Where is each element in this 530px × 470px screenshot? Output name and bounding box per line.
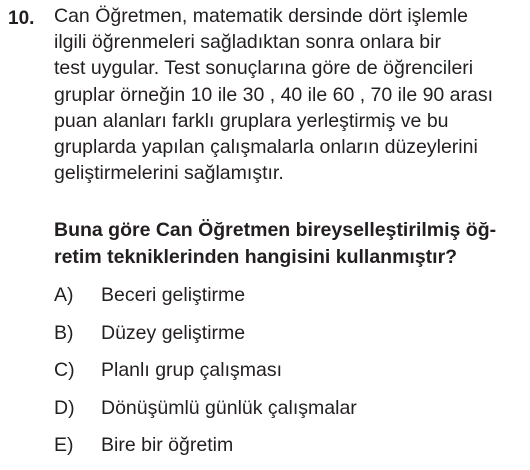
stem-line: test uygular. Test sonuçlarına göre de öğrencileri [54,57,474,80]
stem-line: puan alanları farklı gruplara yerleştirmiş ve bu [54,109,449,132]
stem-line: geliştirmelerini sağlamıştır. [54,162,284,185]
question-prompt [54,217,524,270]
stem-line: gruplarda yapılan çalışmalarla onların düzeylerini [54,136,478,159]
option-text: Beceri geliştirme [101,284,246,306]
option-text: Planlı grup çalışması [101,359,282,381]
option-text: Dönüşümlü günlük çalışmalar [101,396,357,419]
question-number: 10. [8,8,35,29]
answer-options [54,282,524,470]
option-letter: A) [54,284,74,306]
prompt-line: Buna göre Can Öğretmen bireyselleştirilmiş öğ- [54,219,497,241]
option-b[interactable] [54,320,524,358]
option-e[interactable] [54,432,524,470]
prompt-line: retim tekniklerinden hangisini kullanmıştır? [54,245,458,268]
stem-line: Can Öğretmen, matematik dersinde dört işlemle [54,5,469,27]
option-text: Bire bir öğretim [101,434,234,456]
stem-line: ilgili öğrenmeleri sağladıktan sonra onlara bir [54,31,441,54]
stem-line: gruplar örneğin 10 ile 30 , 40 ile 60 , 70 ile 90 arası [54,83,494,106]
option-text: Düzey geliştirme [101,321,246,344]
option-letter: C) [54,359,75,381]
question-stem [54,3,524,186]
option-d[interactable] [54,395,524,433]
option-c[interactable] [54,357,524,395]
option-letter: B) [54,321,74,344]
option-letter: D) [54,396,75,419]
option-a[interactable] [54,282,524,320]
option-letter: E) [54,434,74,456]
